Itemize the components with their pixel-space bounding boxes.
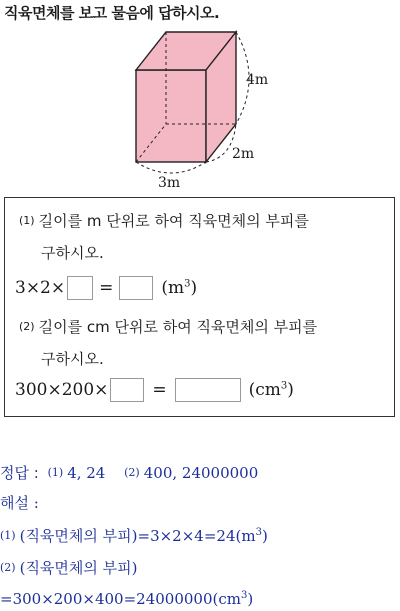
explanation3-close: ) — [247, 590, 254, 608]
answer-part2-number: (2) — [124, 466, 140, 479]
question1-line1 — [19, 210, 309, 231]
cuboid-figure — [0, 0, 400, 197]
answer-part2-values: 400, 24000000 — [143, 464, 259, 482]
explanation-label: 해설 : — [0, 494, 39, 512]
cuboid-front-face — [136, 70, 206, 162]
question2-blank-1[interactable] — [110, 378, 144, 402]
question1-text-line1: 길이를 m 단위로 하여 직육면체의 부피를 — [38, 212, 309, 230]
question2-expression-prefix: 300×200× — [15, 380, 109, 400]
question1-unit: $(m^3)$ — [161, 278, 198, 298]
question2-text-line1: 길이를 cm 단위로 하여 직육면체의 부피를 — [38, 318, 318, 336]
width-label: 3m — [158, 175, 181, 191]
explanation1-close: ) — [261, 527, 268, 545]
explanation-line1 — [0, 525, 268, 546]
answer-part1-number: (1) — [47, 466, 64, 479]
explanation3-text: =300×200×400=24000000(cm — [0, 590, 241, 608]
question2-blank-2[interactable] — [175, 378, 241, 402]
explanation2-number: (2) — [0, 561, 16, 574]
answer-line — [0, 462, 258, 483]
problem-title: 직육면체를 보고 물음에 답하시오. — [4, 4, 220, 22]
answer-part1-values: 4, 24 — [67, 464, 106, 482]
question1-blank-2[interactable] — [119, 276, 153, 300]
explanation2-text: (직육면체의 부피) — [19, 559, 138, 577]
question1-blank-1[interactable] — [67, 276, 93, 300]
height-label: 4m — [246, 72, 269, 88]
question-box — [4, 197, 395, 417]
depth-label: 2m — [232, 146, 255, 162]
question1-equals: = — [99, 278, 114, 298]
explanation-line3 — [0, 590, 253, 608]
explanation-line2 — [0, 557, 138, 578]
explanation1-number: (1) — [0, 529, 16, 542]
question2-equals: = — [152, 380, 167, 400]
explanation1-exponent: 3 — [255, 527, 262, 538]
question1-expression — [15, 276, 197, 300]
explanation1-text: (직육면체의 부피)=3×2×4=24(m — [19, 527, 256, 545]
question2-line1 — [19, 316, 317, 337]
explanation3-exponent: 3 — [241, 590, 248, 601]
question2-unit: $(cm^3)$ — [248, 380, 294, 400]
question1-number: (1) — [19, 214, 35, 227]
question2-text-line2: 구하시오. — [41, 350, 104, 368]
question2-number: (2) — [19, 320, 35, 333]
question1-expression-prefix: 3×2× — [15, 278, 66, 298]
width-dimension-arc — [136, 162, 206, 173]
question2-expression — [15, 378, 294, 402]
question1-text-line2: 구하시오. — [41, 244, 104, 262]
answer-label: 정답 : — [0, 464, 39, 482]
